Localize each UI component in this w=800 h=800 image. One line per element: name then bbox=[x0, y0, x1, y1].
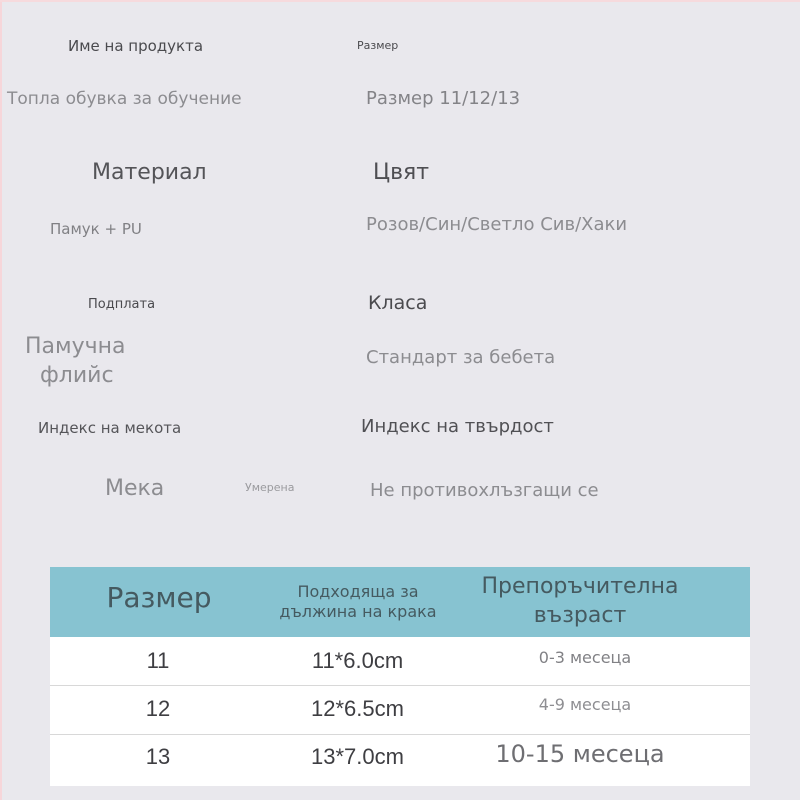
grade-value: Стандарт за бебета bbox=[366, 347, 556, 368]
product-name-value: Топла обувка за обучение bbox=[7, 89, 242, 109]
size-label: Размер bbox=[357, 39, 399, 52]
header-age-line2: възраст bbox=[533, 603, 627, 628]
row-foot-length: 12*6.5cm bbox=[311, 696, 404, 721]
lining-value-line2: флийс bbox=[40, 363, 114, 388]
left-edge-tint bbox=[0, 0, 2, 800]
hardness-label: Индекс на твърдост bbox=[361, 416, 554, 437]
size-table bbox=[50, 567, 750, 786]
top-edge-tint bbox=[0, 0, 800, 2]
hardness-value: Не противохлъзгащи се bbox=[370, 480, 599, 501]
row-foot-length: 13*7.0cm bbox=[311, 744, 404, 769]
row-size: 12 bbox=[145, 696, 171, 721]
softness-label: Индекс на мекота bbox=[38, 419, 182, 437]
size-table-header bbox=[50, 567, 750, 637]
row-age: 10-15 месеца bbox=[495, 740, 665, 768]
color-value: Розов/Син/Светло Сив/Хаки bbox=[366, 214, 628, 235]
header-foot-length-line2: дължина на крака bbox=[279, 602, 437, 621]
row-foot-length: 11*6.0cm bbox=[311, 648, 404, 673]
material-value: Памук + PU bbox=[50, 220, 142, 238]
product-name-label: Име на продукта bbox=[68, 37, 204, 55]
header-age-line1: Препоръчителна bbox=[481, 574, 679, 599]
softness-alt-value: Умерена bbox=[245, 481, 295, 494]
grade-label: Класа bbox=[368, 292, 428, 314]
row-size: 13 bbox=[145, 744, 171, 769]
material-label: Материал bbox=[92, 160, 207, 185]
row-age: 4-9 месеца bbox=[538, 695, 632, 714]
table-row bbox=[50, 637, 750, 685]
lining-label: Подплата bbox=[88, 297, 156, 312]
lining-value-line1: Памучна bbox=[25, 334, 126, 359]
size-value: Размер 11/12/13 bbox=[366, 88, 521, 109]
header-foot-length-line1: Подходяща за bbox=[297, 582, 419, 601]
header-size: Размер bbox=[106, 581, 212, 614]
row-size: 11 bbox=[146, 648, 170, 673]
color-label: Цвят bbox=[373, 160, 430, 185]
row-age: 0-3 месеца bbox=[538, 648, 632, 667]
table-row bbox=[50, 734, 750, 787]
table-row bbox=[50, 685, 750, 734]
softness-value: Мека bbox=[105, 476, 165, 501]
